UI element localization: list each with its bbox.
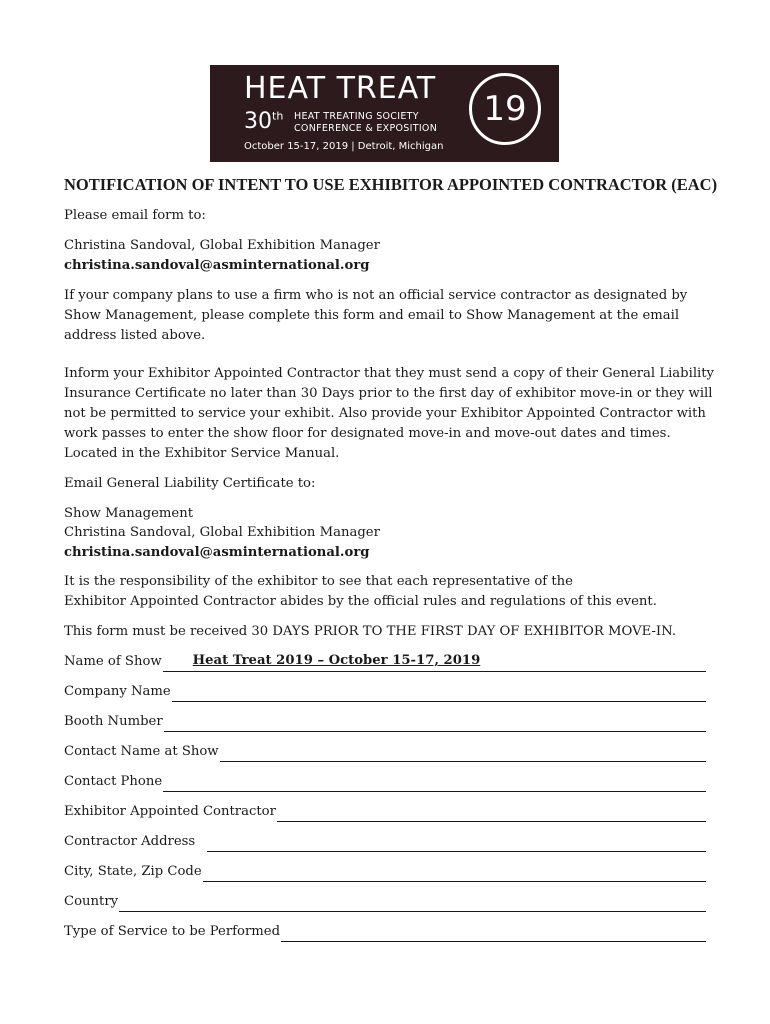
logo-org: HEAT TREATING SOCIETY CONFERENCE & EXPOSITION xyxy=(294,111,438,134)
name-of-show-label: Name of Show xyxy=(64,654,162,669)
contact-name-input[interactable] xyxy=(220,745,706,762)
responsibility-line-2: Exhibitor Appointed Contractor abides by the official rules and regulations of this event. xyxy=(64,594,657,609)
contact-email-link[interactable]: christina.sandoval@asminternational.org xyxy=(64,258,370,273)
email-certificate-text: Email General Liability Certificate to: xyxy=(64,476,316,491)
service-type-field xyxy=(64,922,706,942)
country-label: Country xyxy=(64,894,119,909)
contractor-address-field xyxy=(64,832,706,852)
please-email-text: Please email form to: xyxy=(64,208,206,223)
heat-treat-logo xyxy=(210,65,559,162)
eac-field xyxy=(64,802,706,822)
name-of-show-value: Heat Treat 2019 – October 15-17, 2019 xyxy=(192,653,481,668)
contact-name-label: Contact Name at Show xyxy=(64,744,219,759)
form-heading: NOTIFICATION OF INTENT TO USE EXHIBITOR APPOINTED CONTRACTOR (EAC) xyxy=(64,175,718,194)
city-state-zip-label: City, State, Zip Code xyxy=(64,864,202,879)
booth-number-label: Booth Number xyxy=(64,714,163,729)
name-of-show-field xyxy=(64,652,706,672)
eac-input[interactable] xyxy=(277,805,706,822)
name-of-show-input[interactable] xyxy=(163,655,706,672)
company-name-label: Company Name xyxy=(64,684,171,699)
contractor-address-input[interactable] xyxy=(207,835,706,852)
city-state-zip-input[interactable] xyxy=(203,865,706,882)
contact-phone-input[interactable] xyxy=(163,775,706,792)
city-state-zip-field xyxy=(64,862,706,882)
logo-edition: 30th xyxy=(244,109,284,134)
logo-title: HEAT TREAT xyxy=(244,71,437,106)
deadline-text: This form must be received 30 DAYS PRIOR TO THE FIRST DAY OF EXHIBITOR MOVE-IN. xyxy=(64,624,677,639)
country-field xyxy=(64,892,706,912)
show-management-text: Show Management xyxy=(64,506,194,521)
logo-year-badge: 19 xyxy=(469,73,541,145)
cert-contact-name: Christina Sandoval, Global Exhibition Manager xyxy=(64,525,380,540)
eac-label: Exhibitor Appointed Contractor xyxy=(64,804,276,819)
booth-number-field xyxy=(64,712,706,732)
logo-date: October 15-17, 2019 | Detroit, Michigan xyxy=(244,141,444,152)
country-input[interactable] xyxy=(119,895,706,912)
contact-name-text: Christina Sandoval, Global Exhibition Manager xyxy=(64,238,380,253)
service-type-input[interactable] xyxy=(281,925,706,942)
intro-paragraph: If your company plans to use a firm who is not an official service contractor as designated by Show Management, please complete this form and email to Show Management at the email address listed above. xyxy=(64,288,688,343)
insurance-paragraph: Inform your Exhibitor Appointed Contractor that they must send a copy of their General Liability Insurance Certificate no later than 30 Days prior to the first day of exhibitor move-in or they will not be permitted to service your exhibit. Also provide your Exhibitor Appointed Contractor with work passes to enter the show floor for designated move-in and move-out dates and times. Located in the Exhibitor Service Manual. xyxy=(64,366,714,461)
contact-phone-label: Contact Phone xyxy=(64,774,163,789)
booth-number-input[interactable] xyxy=(164,715,706,732)
company-name-field xyxy=(64,682,706,702)
cert-contact-email-link[interactable]: christina.sandoval@asminternational.org xyxy=(64,545,370,560)
service-type-label: Type of Service to be Performed xyxy=(64,924,281,939)
company-name-input[interactable] xyxy=(172,685,706,702)
contact-name-field xyxy=(64,742,706,762)
contact-phone-field xyxy=(64,772,706,792)
responsibility-line-1: It is the responsibility of the exhibitor to see that each representative of the xyxy=(64,574,573,589)
contractor-address-label: Contractor Address xyxy=(64,834,196,849)
